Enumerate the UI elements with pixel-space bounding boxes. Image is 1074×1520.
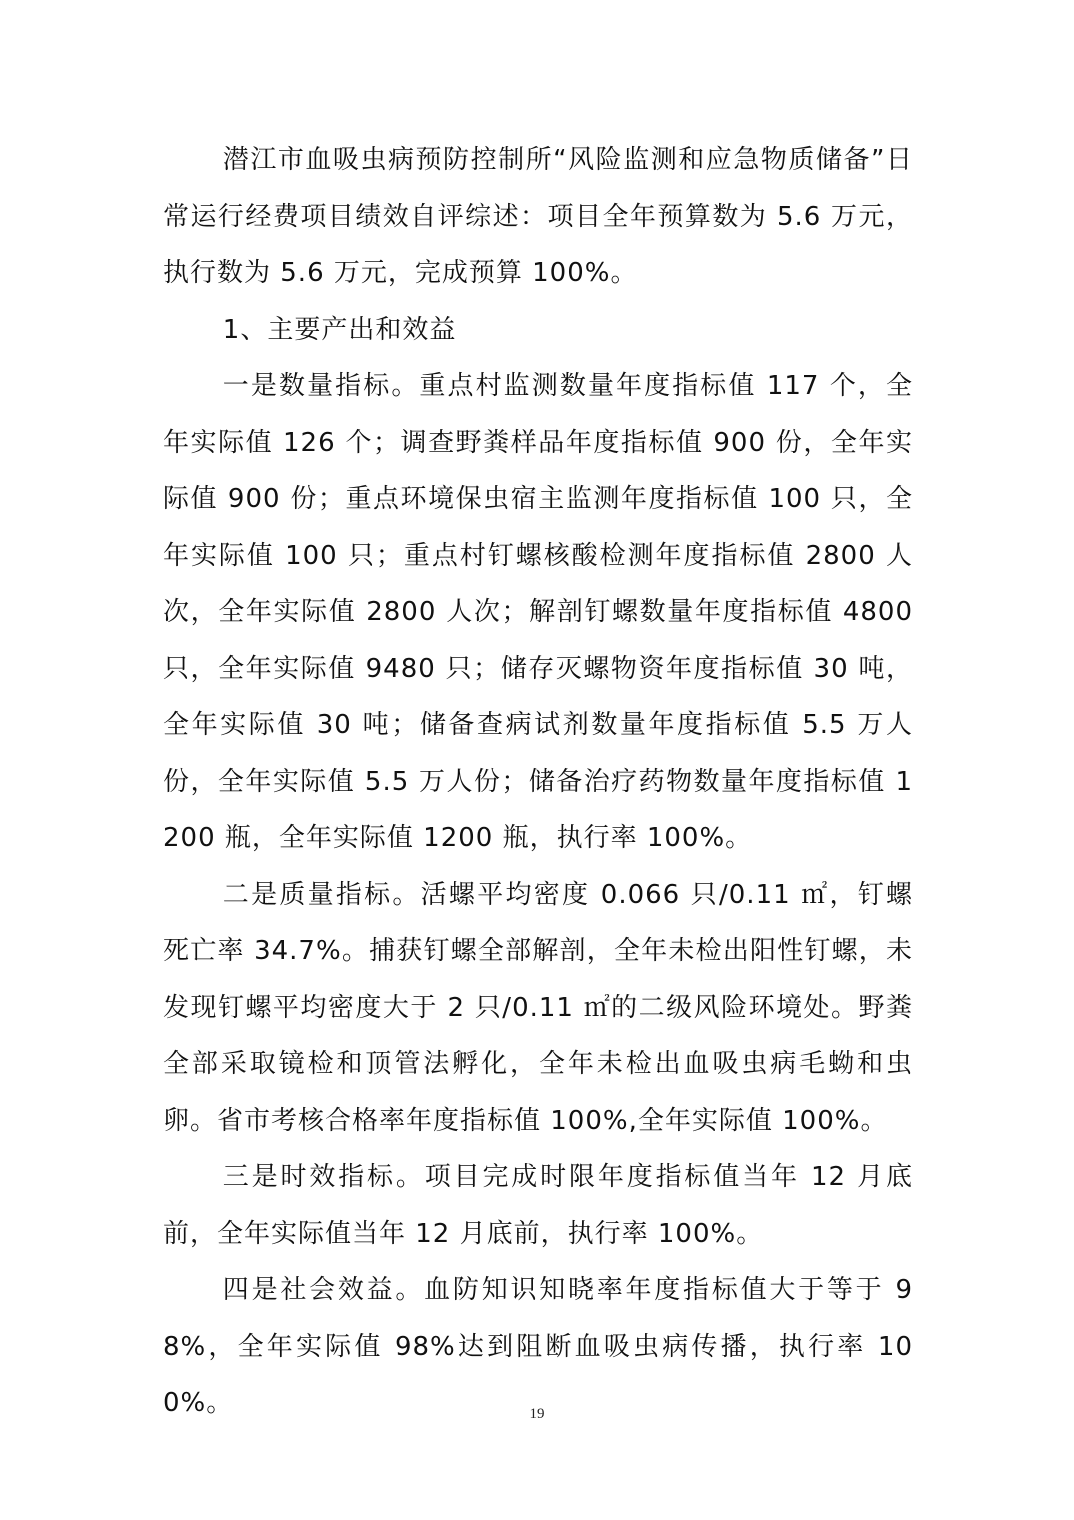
section-heading: 1、主要产出和效益 (222, 314, 457, 345)
paragraph-quantity-indicators: 一是数量指标。重点村监测数量年度指标值 117 个，全年实际值 126 个；调查野粪样品年度指标值 900 份，全年实际值 900 份；重点环境保虫宿主监测年度指标值 100 只，全年实际值 100 只；重点村钉螺核酸检测年度指标值 2800 人次，全年实际值 2800 人次；解剖钉螺数量年度指标值 4800 只，全年实际值 9480 只；储存灭螺物资年度指标值 30 吨，全年实际值 30 吨；储备查病试剂数量年度指标值 5.5 万人份，全年实际值 5.5 万人份；储备治疗药物数量年度指标值 1200 瓶，全年实际值 1200 瓶，执行率 100%。 (163, 371, 913, 853)
paragraph-summary: 潜江市血吸虫病预防控制所“风险监测和应急物质储备”日常运行经费项目绩效自评综述：项目全年预算数为 5.6 万元，执行数为 5.6 万元，完成预算 100%。 (163, 145, 913, 288)
page-number: 19 (529, 1406, 545, 1422)
paragraph-social-benefits: 四是社会效益。血防知识知晓率年度指标值大于等于 98%，全年实际值 98%达到阻断血吸虫病传播，执行率 100%。 (163, 1275, 913, 1418)
document-body (163, 132, 913, 1432)
paragraph-timeliness-indicators: 三是时效指标。项目完成时限年度指标值当年 12 月底前，全年实际值当年 12 月底前，执行率 100%。 (163, 1162, 913, 1249)
paragraph-quality-indicators: 二是质量指标。活螺平均密度 0.066 只/0.11 ㎡，钉螺死亡率 34.7%。捕获钉螺全部解剖，全年未检出阳性钉螺，未发现钉螺平均密度大于 2 只/0.11 ㎡的二级风险环境处。野粪全部采取镜检和顶管法孵化，全年未检出血吸虫病毛蚴和虫卵。省市考核合格率年度指标值 100%,全年实际值 100%。 (163, 879, 913, 1136)
